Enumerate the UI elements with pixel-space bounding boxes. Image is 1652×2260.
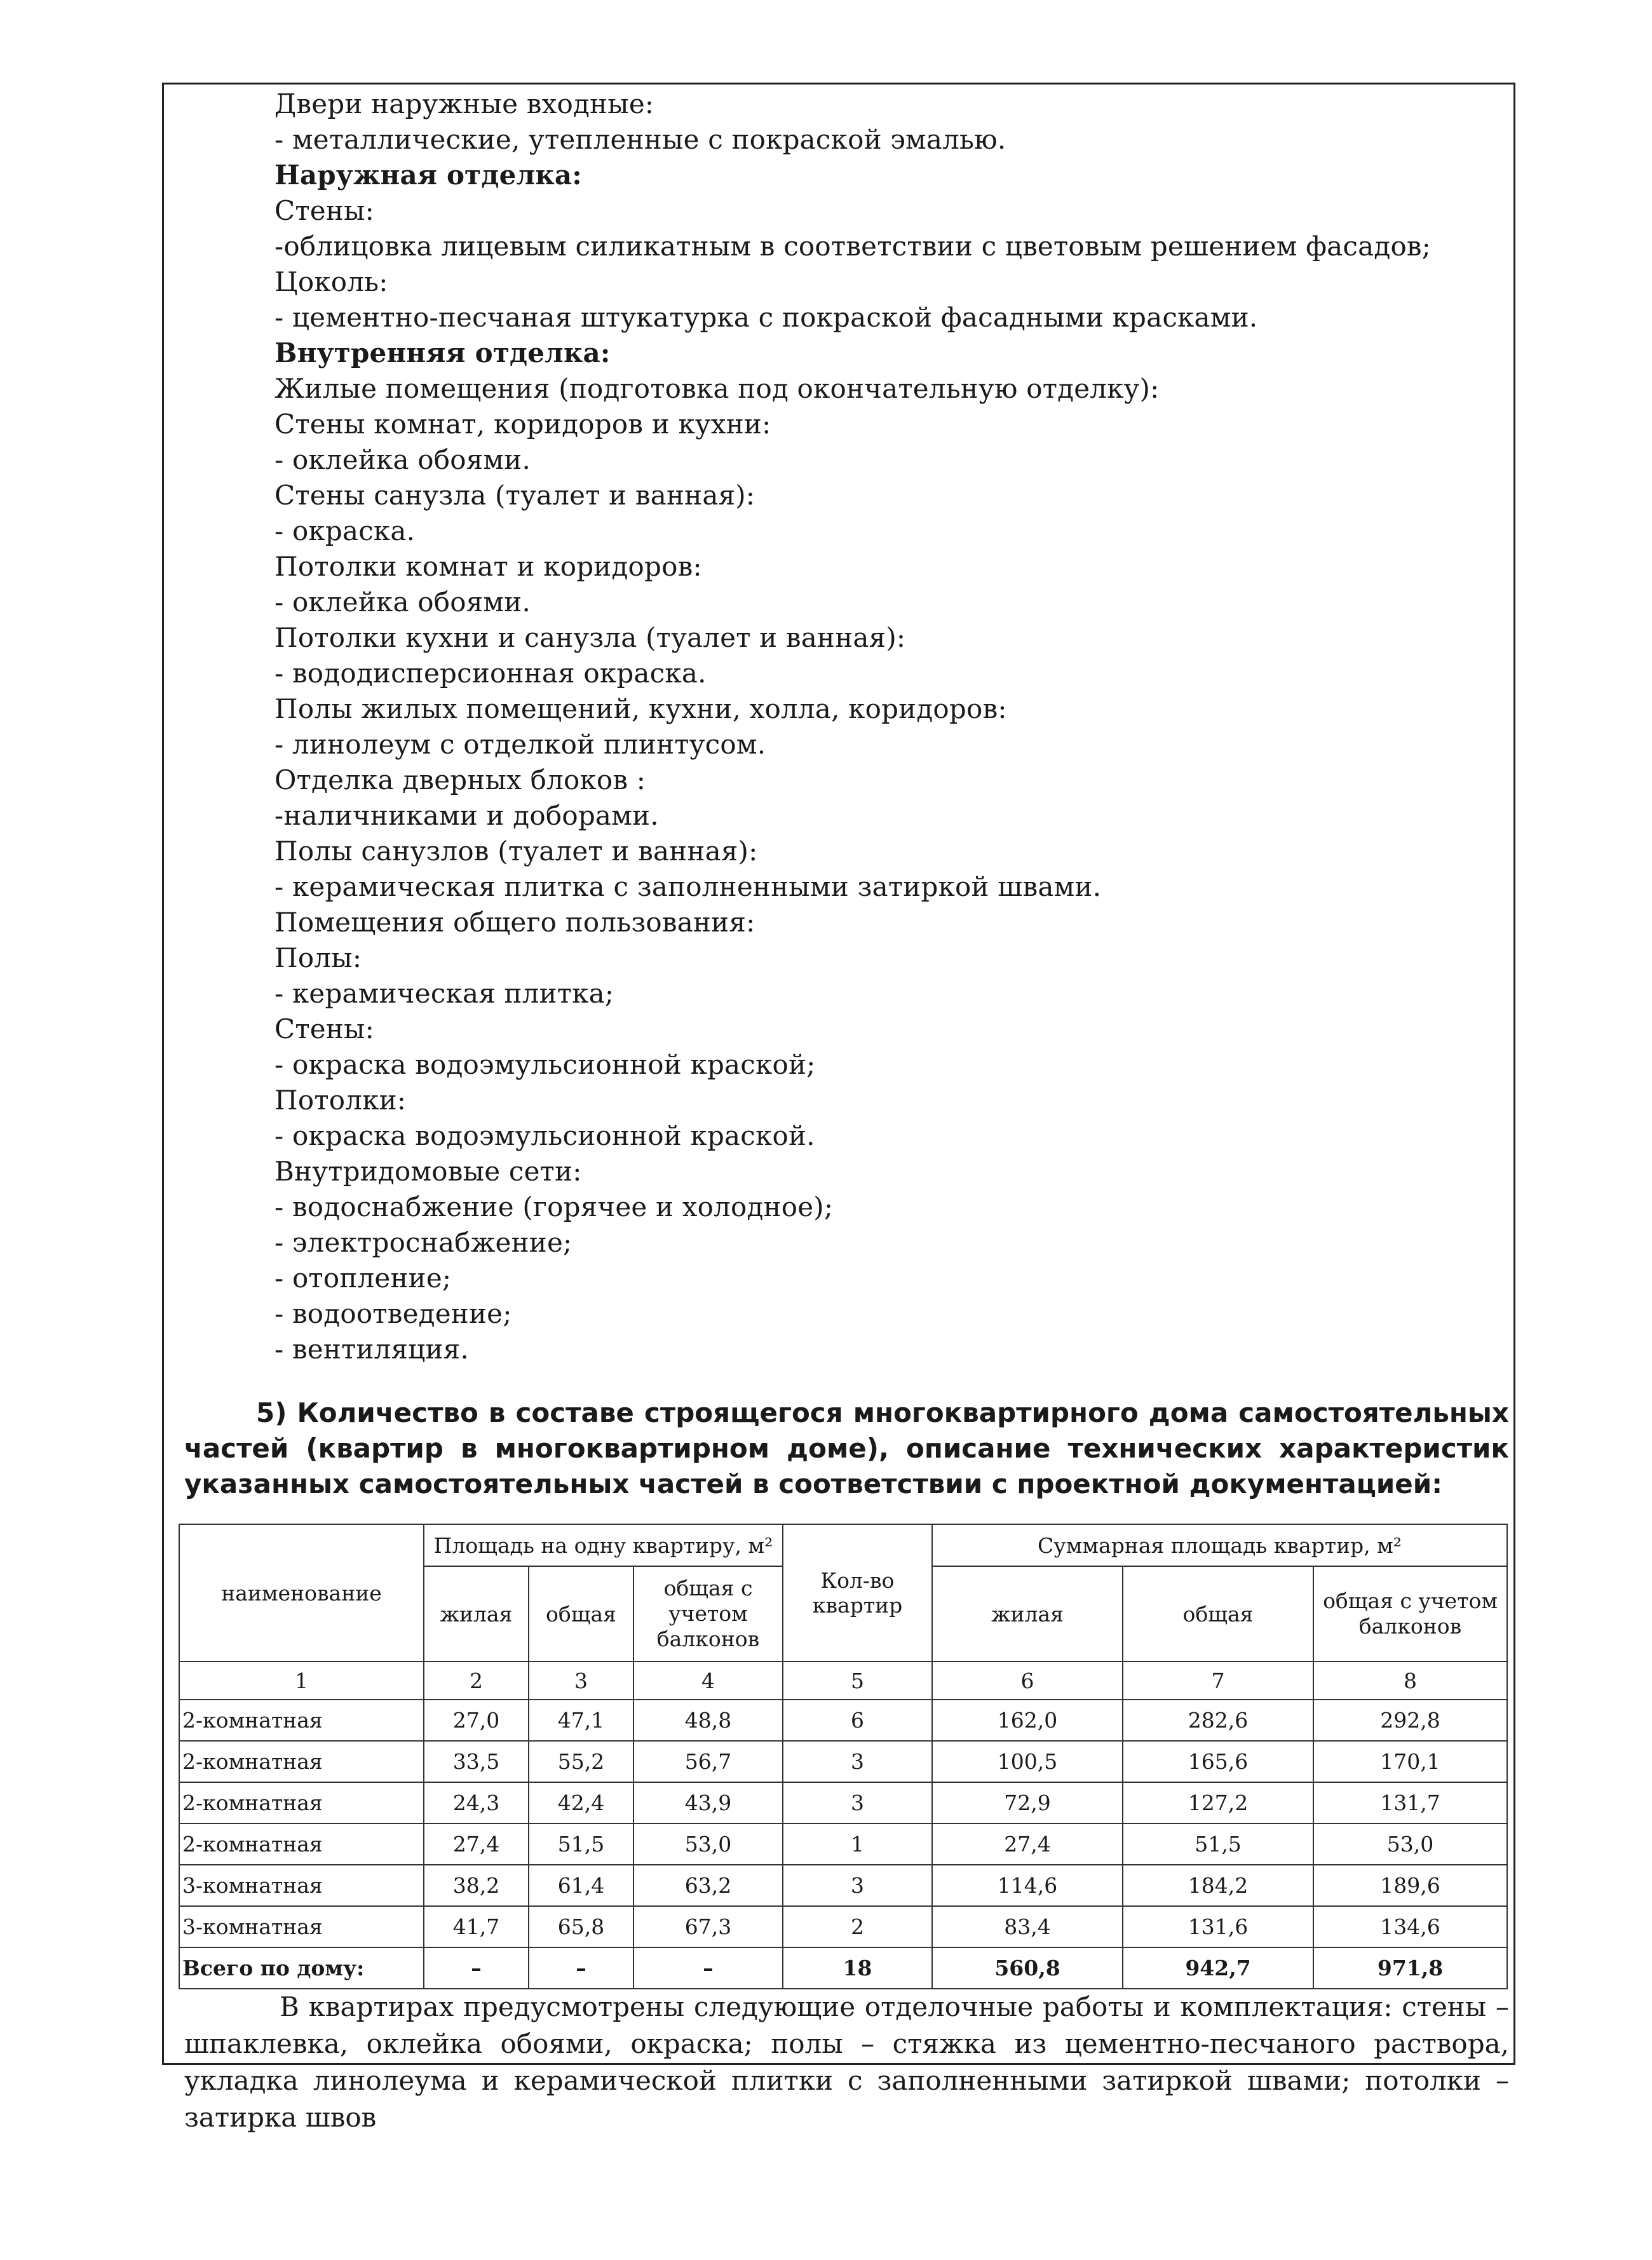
value-cell: 184,2	[1123, 1865, 1313, 1906]
header-area-per-apartment: Площадь на одну квартиру, м²	[424, 1524, 783, 1566]
spec-line: -облицовка лицевым силикатным в соответствии с цветовым решением фасадов;	[274, 231, 1432, 262]
header-area-with-balconies: общая с учетом балконов	[633, 1566, 783, 1661]
header-total-general-area: общая	[1123, 1566, 1313, 1661]
total-label-cell: Всего по дому:	[179, 1947, 424, 1989]
value-cell: 3	[783, 1741, 932, 1782]
column-number: 6	[932, 1661, 1123, 1700]
spec-line: - окраска водоэмульсионной краской;	[274, 1049, 816, 1080]
value-cell: 63,2	[633, 1865, 783, 1906]
header-total-living-area: жилая	[932, 1566, 1123, 1661]
finishing-spec-list	[274, 86, 1482, 1367]
spec-line: Внутридомовые сети:	[274, 1156, 582, 1187]
header-name: наименование	[179, 1524, 424, 1661]
spec-line: Полы:	[274, 942, 362, 973]
value-cell: 3	[783, 1865, 932, 1906]
value-cell: 56,7	[633, 1741, 783, 1782]
apartment-type-cell: 3-комнатная	[179, 1865, 424, 1906]
value-cell: 65,8	[529, 1906, 633, 1947]
value-cell: 27,4	[932, 1824, 1123, 1865]
value-cell: 189,6	[1313, 1865, 1507, 1906]
apartment-type-cell: 3-комнатная	[179, 1906, 424, 1947]
apartment-type-cell: 2-комнатная	[179, 1782, 424, 1824]
spec-line: - вододисперсионная окраска.	[274, 658, 707, 689]
spec-line: - водоотведение;	[274, 1298, 512, 1329]
spec-line: Потолки:	[274, 1085, 407, 1116]
value-cell: 134,6	[1313, 1906, 1507, 1947]
table-row	[179, 1865, 1507, 1906]
total-value-cell: 971,8	[1313, 1947, 1507, 1989]
value-cell: 162,0	[932, 1700, 1123, 1741]
column-number: 8	[1313, 1661, 1507, 1700]
value-cell: 48,8	[633, 1700, 783, 1741]
spec-line: Потолки кухни и санузла (туалет и ванная):	[274, 622, 906, 653]
column-number: 7	[1123, 1661, 1313, 1700]
header-apartment-count: Кол-во квартир	[783, 1524, 932, 1661]
section-subheading: Наружная отделка:	[274, 159, 582, 191]
value-cell: 165,6	[1123, 1741, 1313, 1782]
spec-line: Стены санузла (туалет и ванная):	[274, 480, 755, 511]
value-cell: 38,2	[424, 1865, 529, 1906]
total-value-cell: –	[529, 1947, 633, 1989]
spec-line: -наличниками и доборами.	[274, 800, 659, 831]
closing-paragraph: В квартирах предусмотрены следующие отделочные работы и комплектация: стены – шпаклевка, оклейка обоями, окраска; полы – стяжка из цементно-песчаного раствора, укладка линолеума и керамической плитки с заполненными затиркой швами; потолки – затирка швов	[184, 1991, 1509, 2133]
value-cell: 2	[783, 1906, 932, 1947]
table-row	[179, 1824, 1507, 1865]
total-row	[179, 1947, 1507, 1989]
header-general-area: общая	[529, 1566, 633, 1661]
spec-line: - цементно-песчаная штукатурка с покраской фасадными красками.	[274, 302, 1258, 333]
value-cell: 51,5	[1123, 1824, 1313, 1865]
spec-line: Стены комнат, коридоров и кухни:	[274, 409, 771, 440]
spec-line: - оклейка обоями.	[274, 586, 531, 618]
value-cell: 282,6	[1123, 1700, 1313, 1741]
value-cell: 55,2	[529, 1741, 633, 1782]
spec-line: - металлические, утепленные с покраской эмалью.	[274, 124, 1006, 155]
value-cell: 27,0	[424, 1700, 529, 1741]
section-5-heading: 5) Количество в составе строящегося многоквартирного дома самостоятельных частей (квартир в многоквартирном доме), описание технических характеристик указанных самостоятельных частей в соответствии с проектной документацией:	[184, 1397, 1509, 1499]
value-cell: 170,1	[1313, 1741, 1507, 1782]
apartment-type-cell: 2-комнатная	[179, 1824, 424, 1865]
value-cell: 292,8	[1313, 1700, 1507, 1741]
spec-line: Потолки комнат и коридоров:	[274, 551, 702, 582]
spec-line: Двери наружные входные:	[274, 88, 654, 119]
value-cell: 83,4	[932, 1906, 1123, 1947]
value-cell: 6	[783, 1700, 932, 1741]
spec-line: Стены:	[274, 195, 374, 226]
column-number: 1	[179, 1661, 424, 1700]
table-row	[179, 1906, 1507, 1947]
spec-line: - керамическая плитка;	[274, 978, 614, 1009]
spec-line: Полы санузлов (туалет и ванная):	[274, 836, 758, 867]
value-cell: 1	[783, 1824, 932, 1865]
apartments-table	[179, 1524, 1508, 1989]
spec-line: Полы жилых помещений, кухни, холла, коридоров:	[274, 693, 1007, 724]
spec-line: Отделка дверных блоков :	[274, 764, 646, 795]
total-value-cell: –	[424, 1947, 529, 1989]
value-cell: 41,7	[424, 1906, 529, 1947]
value-cell: 43,9	[633, 1782, 783, 1824]
value-cell: 53,0	[633, 1824, 783, 1865]
total-value-cell: 560,8	[932, 1947, 1123, 1989]
spec-line: Цоколь:	[274, 266, 388, 297]
spec-line: - керамическая плитка с заполненными затиркой швами.	[274, 871, 1102, 902]
header-living-area: жилая	[424, 1566, 529, 1661]
column-number: 5	[783, 1661, 932, 1700]
spec-line: - оклейка обоями.	[274, 444, 531, 475]
spec-line: Помещения общего пользования:	[274, 907, 755, 938]
header-total-area-with-balconies: общая с учетом балконов	[1313, 1566, 1507, 1661]
table-row	[179, 1782, 1507, 1824]
spec-line: - линолеум с отделкой плинтусом.	[274, 729, 766, 760]
spec-line: - окраска.	[274, 515, 416, 546]
total-value-cell: –	[633, 1947, 783, 1989]
total-value-cell: 942,7	[1123, 1947, 1313, 1989]
value-cell: 47,1	[529, 1700, 633, 1741]
spec-line: Жилые помещения (подготовка под окончательную отделку):	[274, 373, 1160, 404]
spec-line: Стены:	[274, 1013, 374, 1045]
table-row	[179, 1700, 1507, 1741]
spec-line: - отопление;	[274, 1262, 452, 1294]
apartment-type-cell: 2-комнатная	[179, 1700, 424, 1741]
value-cell: 131,6	[1123, 1906, 1313, 1947]
column-numbers-row	[179, 1661, 1507, 1700]
value-cell: 72,9	[932, 1782, 1123, 1824]
apartment-type-cell: 2-комнатная	[179, 1741, 424, 1782]
value-cell: 67,3	[633, 1906, 783, 1947]
value-cell: 114,6	[932, 1865, 1123, 1906]
value-cell: 3	[783, 1782, 932, 1824]
spec-line: - водоснабжение (горячее и холодное);	[274, 1191, 834, 1222]
value-cell: 131,7	[1313, 1782, 1507, 1824]
value-cell: 61,4	[529, 1865, 633, 1906]
value-cell: 42,4	[529, 1782, 633, 1824]
value-cell: 51,5	[529, 1824, 633, 1865]
total-value-cell: 18	[783, 1947, 932, 1989]
value-cell: 100,5	[932, 1741, 1123, 1782]
value-cell: 53,0	[1313, 1824, 1507, 1865]
column-number: 4	[633, 1661, 783, 1700]
value-cell: 127,2	[1123, 1782, 1313, 1824]
section-subheading: Внутренняя отделка:	[274, 337, 611, 369]
column-number: 2	[424, 1661, 529, 1700]
spec-line: - окраска водоэмульсионной краской.	[274, 1120, 815, 1151]
value-cell: 33,5	[424, 1741, 529, 1782]
value-cell: 27,4	[424, 1824, 529, 1865]
value-cell: 24,3	[424, 1782, 529, 1824]
spec-line: - электроснабжение;	[274, 1227, 572, 1258]
column-number: 3	[529, 1661, 633, 1700]
header-total-area: Суммарная площадь квартир, м²	[932, 1524, 1507, 1566]
spec-line: - вентиляция.	[274, 1334, 469, 1365]
table-row	[179, 1741, 1507, 1782]
